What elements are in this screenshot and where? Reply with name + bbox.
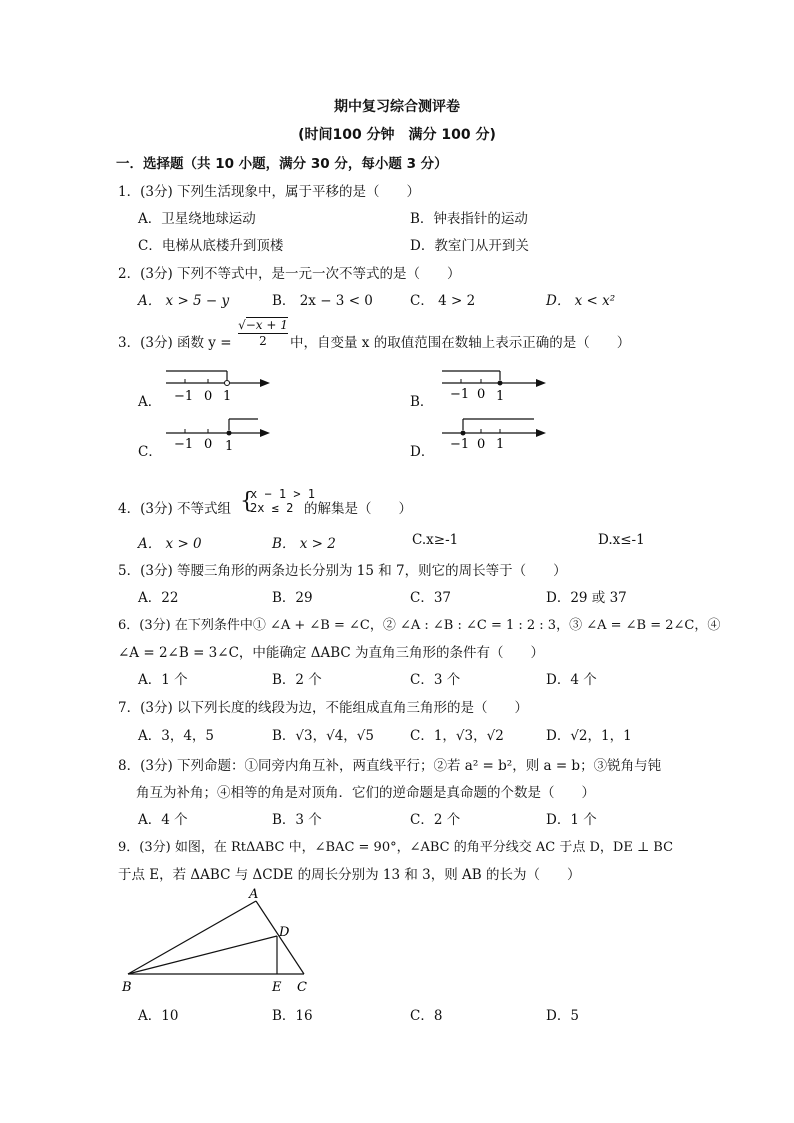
q4-stem-suffix: 的解集是（ ） (304, 501, 412, 517)
q2-option-c: C． 4 > 2 (410, 293, 476, 309)
q4-line2: 2x ≤ 2 (250, 501, 294, 515)
q7-stem: 7．(3分) 以下列长度的线段为边，不能组成直角三角形的是（ ） (118, 700, 529, 716)
q1-option-b: B．钟表指针的运动 (410, 211, 528, 227)
q1-stem: 1．(3分) 下列生活现象中，属于平移的是（ ） (118, 184, 421, 200)
q3-label-a: A． (138, 394, 162, 410)
q5-option-a: A．22 (138, 590, 179, 606)
q3-number-line-d (438, 414, 550, 454)
q7-option-d: D．√2，1，1 (546, 728, 632, 744)
q9-stem-line2: 于点 E，若 ΔABC 与 ΔCDE 的周长分别为 13 和 3，则 AB 的长为（ ） (118, 867, 581, 883)
q8-stem-line2: 角互为补角；④相等的角是对顶角．它们的逆命题是真命题的个数是（ ） (136, 785, 595, 801)
q3-fraction: √−x + 1 2 (238, 318, 288, 348)
q2-option-b: B． 2x − 3 < 0 (272, 293, 373, 309)
q1-option-d: D．教室门从开到关 (410, 238, 529, 254)
label-b: B (122, 980, 132, 995)
q3-radicand: −x + 1 (245, 318, 288, 332)
q4-option-d: D.x≤-1 (598, 532, 645, 548)
q9-stem-line1: 9．(3分) 如图，在 RtΔABC 中，∠BAC = 90°，∠ABC 的角平分线交 AC 于点 D，DE ⊥ BC (118, 840, 674, 855)
q3-stem-prefix: 3．(3分) 函数 y = (118, 335, 232, 351)
q8-option-b: B．3 个 (272, 812, 322, 828)
q1-option-a: A．卫星绕地球运动 (138, 211, 256, 227)
tick-label: 1 (225, 439, 234, 454)
q3-label-d: D． (410, 444, 435, 460)
q6-option-c: C．3 个 (410, 672, 461, 688)
tick-label: 1 (496, 389, 505, 404)
q7-option-b: B．√3，√4，√5 (272, 728, 374, 744)
q3-number-line-c (162, 414, 274, 454)
q3-label-c: C． (138, 444, 162, 460)
segment-ba (128, 901, 256, 974)
tick-label: −1 (450, 387, 470, 402)
section-heading: 一．选择题（共 10 小题，满分 30 分，每小题 3 分） (116, 156, 448, 172)
page-subtitle: (时间100 分钟 满分 100 分) (298, 127, 496, 143)
label-c: C (297, 980, 307, 995)
q7-option-c: C．1，√3，√2 (410, 728, 504, 744)
q2-option-a: A． x > 5 − y (138, 293, 230, 309)
q2-stem: 2．(3分) 下列不等式中，是一元一次不等式的是（ ） (118, 266, 461, 282)
label-a: A (249, 887, 259, 902)
q9-option-b: B．16 (272, 1008, 313, 1024)
segment-bd (128, 936, 277, 974)
q3-stem-suffix: 中，自变量 x 的取值范围在数轴上表示正确的是（ ） (290, 335, 631, 351)
q9-option-a: A．10 (138, 1008, 179, 1024)
tick-label: 0 (204, 437, 213, 452)
q6-option-a: A．1 个 (138, 672, 188, 688)
q6-stem-line2: ∠A = 2∠B = 3∠C，中能确定 ΔABC 为直角三角形的条件有（ ） (118, 645, 544, 661)
page-title: 期中复习综合测评卷 (334, 99, 460, 115)
q9-triangle-figure (116, 884, 316, 996)
q4-stem-prefix: 4．(3分) 不等式组 (118, 501, 232, 517)
tick-label: 0 (204, 389, 213, 404)
q9-option-d: D．5 (546, 1008, 579, 1024)
label-e: E (272, 980, 282, 995)
q4-option-b: B． x > 2 (272, 536, 336, 552)
q8-option-c: C．2 个 (410, 812, 461, 828)
q5-option-b: B．29 (272, 590, 313, 606)
q2-option-d: D． x < x² (546, 293, 616, 309)
tick-label: −1 (174, 437, 194, 452)
label-d: D (279, 925, 290, 940)
q4-line1: x − 1 > 1 (250, 487, 316, 501)
q3-label-b: B． (410, 394, 434, 410)
q6-option-d: D．4 个 (546, 672, 597, 688)
q5-stem: 5．(3分) 等腰三角形的两条边长分别为 15 和 7，则它的周长等于（ ） (118, 563, 567, 579)
tick-label: 1 (223, 389, 232, 404)
q8-option-a: A．4 个 (138, 812, 188, 828)
q3-number-line-b (438, 366, 550, 406)
q8-stem-line1: 8．(3分) 下列命题：①同旁内角互补，两直线平行；②若 a² = b²，则 a = b；③锐角与钝 (118, 758, 662, 774)
q1-option-c: C．电梯从底楼升到顶楼 (138, 238, 284, 254)
q6-stem-line1: 6．(3分) 在下列条件中① ∠A + ∠B = ∠C，② ∠A : ∠B : ∠C = 1 : 2 : 3，③ ∠A = ∠B = 2∠C，④ (118, 618, 721, 633)
tick-label: 0 (477, 387, 486, 402)
q3-denominator: 2 (259, 334, 267, 348)
q5-option-d: D．29 或 37 (546, 590, 627, 606)
q9-option-c: C．8 (410, 1008, 443, 1024)
q4-option-c: C.x≥-1 (412, 532, 459, 548)
q5-option-c: C．37 (410, 590, 452, 606)
q4-brace: { (240, 489, 254, 514)
q4-option-a: A． x > 0 (138, 536, 202, 552)
tick-label: −1 (174, 389, 194, 404)
q7-option-a: A．3，4，5 (138, 728, 215, 744)
tick-label: 0 (477, 437, 486, 452)
tick-label: −1 (450, 437, 470, 452)
q6-option-b: B．2 个 (272, 672, 322, 688)
q3-number-line-a (162, 366, 274, 406)
q8-option-d: D．1 个 (546, 812, 597, 828)
tick-label: 1 (496, 437, 505, 452)
